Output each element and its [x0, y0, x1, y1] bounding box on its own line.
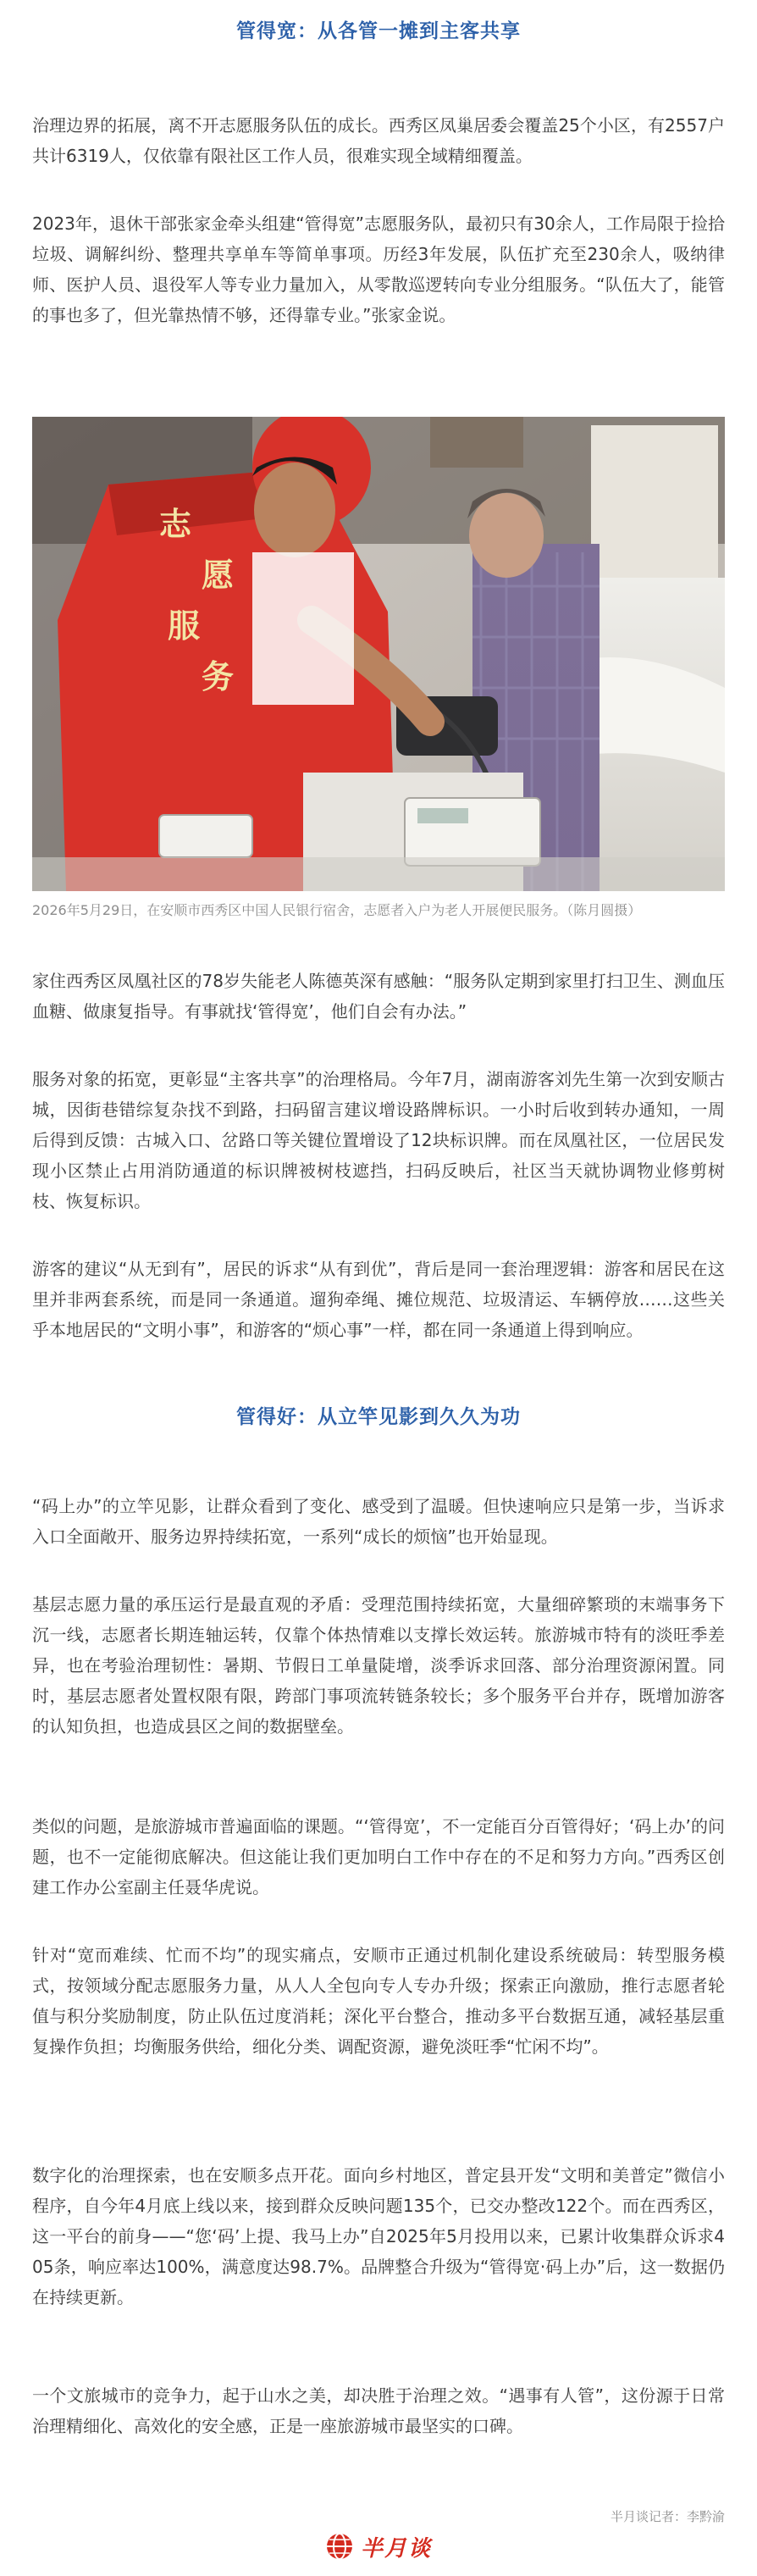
paragraph-10: 数字化的治理探索，也在安顺多点开花。面向乡村地区，普定县开发“文明和美普定”微信小程序，自今年4月底上线以来，接到群众反映问题135个，已交办整改122个。而在西秀区，这一平台的前身——“您‘码’上提、我马上办”自2025年5月投用以来，已累计收集群众诉求405条，响应率达100%，满意度达98.7%。品牌整合升级为“管得宽·码上办”后，这一数据仍在持续更新。	[32, 2165, 725, 2307]
paragraph-7: 基层志愿力量的承压运行是最直观的矛盾：受理范围持续拓宽，大量细碎繁琐的末端事务下沉一线，志愿者长期连轴运转，仅靠个体热情难以支撑长效运转。旅游城市特有的淡旺季差异，也在考验治理韧性：暑期、节假日工单量陡增，淡季诉求回落、部分治理资源闲置。同时，基层志愿者处置权限有限，跨部门事项流转链条较长；多个服务平台并存，既增加游客的认知负担，也造成县区之间的数据壁垒。	[32, 1594, 725, 1737]
svg-text:务: 务	[202, 657, 235, 695]
paragraph-6: “码上办”的立竿见影，让群众看到了变化、感受到了温暖。但快速响应只是第一步，当诉求入口全面敞开、服务边界持续拓宽，一系列“成长的烦恼”也开始显现。	[32, 1496, 725, 1547]
news-photo	[32, 417, 725, 891]
paragraph-8: 类似的问题，是旅游城市普遍面临的课题。“‘管得宽’，不一定能百分百管得好；‘码上办’的问题，也不一定能彻底解决。但这能让我们更加明白工作中存在的不足和努力方向。”西秀区创建工作办公室副主任聂华虎说。	[32, 1816, 725, 1897]
photo-caption: 2026年5月29日，在安顺市西秀区中国人民银行宿舍，志愿者入户为老人开展便民服务。（陈月圆摄）	[32, 902, 642, 918]
paragraph-1: 治理边界的拓展，离不开志愿服务队伍的成长。西秀区凤巢居委会覆盖25个小区，有2557户共计6319人，仅依靠有限社区工作人员，很难实现全域精细覆盖。	[32, 115, 725, 166]
paragraph-11: 一个文旅城市的竞争力，起于山水之美，却决胜于治理之效。“遇事有人管”，这份源于日常治理精细化、高效化的安全感，正是一座旅游城市最坚实的口碑。	[32, 2385, 725, 2436]
paragraph-9: 针对“宽而难续、忙而不均”的现实痛点，安顺市正通过机制化建设系统破局：转型服务模式，按领域分配志愿服务力量，从人人全包向专人专办升级；探索正向激励，推行志愿者轮值与积分奖励制度，防止队伍过度消耗；深化平台整合，推动多平台数据互通，减轻基层重复操作负担；均衡服务供给，细化分类、调配资源，避免淡旺季“忙闲不均”。	[32, 1945, 725, 2057]
editor-credit: 半月谈记者：李黔渝	[610, 2509, 725, 2524]
paragraph-4: 服务对象的拓宽，更彰显“主客共享”的治理格局。今年7月，湖南游客刘先生第一次到安顺古城，因街巷错综复杂找不到路，扫码留言建议增设路牌标识。一小时后收到转办通知，一周后得到反馈：古城入口、岔路口等关键位置增设了12块标识牌。而在凤凰社区，一位居民发现小区禁止占用消防通道的标识牌被树枝遮挡，扫码反映后，社区当天就协调物业修剪树枝、恢复标识。	[32, 1069, 725, 1211]
photo-illustration	[32, 417, 725, 891]
brand-logo	[0, 2529, 757, 2563]
svg-text:愿: 愿	[202, 556, 235, 594]
brand-name: 半月谈	[360, 2535, 432, 2562]
svg-text:服: 服	[168, 607, 201, 645]
paragraph-2: 2023年，退休干部张家金牵头组建“管得宽”志愿服务队，最初只有30余人，工作局限于捡拾垃圾、调解纠纷、整理共享单车等简单事项。历经3年发展，队伍扩充至230余人，吸纳律师、医护人员、退役军人等专业力量加入，从零散巡逻转向专业分组服务。“队伍大了，能管的事也多了，但光靠热情不够，还得靠专业。”张家金说。	[32, 213, 725, 325]
paragraph-5: 游客的建议“从无到有”，居民的诉求“从有到优”，背后是同一套治理逻辑：游客和居民在这里并非两套系统，而是同一条通道。遛狗牵绳、摊位规范、垃圾清运、车辆停放……这些关乎本地居民的“文明小事”，和游客的“烦心事”一样，都在同一条通道上得到响应。	[32, 1259, 725, 1340]
paragraph-3: 家住西秀区凤凰社区的78岁失能老人陈德英深有感触：“服务队定期到家里打扫卫生、测血压血糖、做康复指导。有事就找‘管得宽’，他们自会有办法。”	[32, 971, 725, 1022]
section-title-1: 管得宽：从各管一摊到主客共享	[236, 20, 521, 42]
section-title-2: 管得好：从立竿见影到久久为功	[236, 1406, 521, 1428]
globe-icon	[325, 2532, 354, 2561]
svg-text:志: 志	[159, 505, 192, 543]
